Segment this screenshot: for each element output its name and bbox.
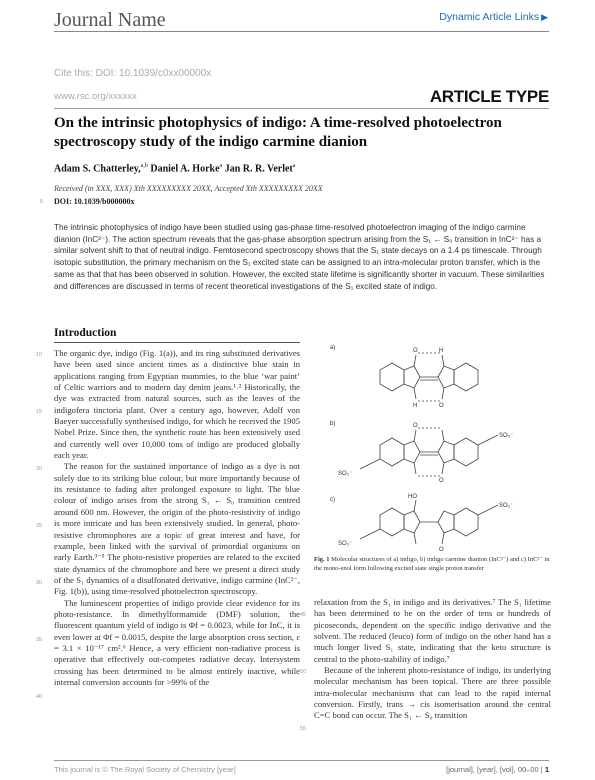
author-1-affil: a,b — [140, 163, 148, 169]
article-type: ARTICLE TYPE — [429, 87, 549, 106]
caption-label: Fig. 1 — [314, 556, 330, 563]
indigo-structure — [380, 353, 478, 401]
atom-h: H — [439, 348, 444, 354]
author-3: Jan R. R. Verlet — [224, 163, 293, 175]
intro-paragraph-1: The organic dye, indigo (Fig. 1(a)), and its ring substituted derivatives have been used since ancient times as a distinctive blue stain in applications ranging from Egyptian mummies, to the blue ‘war paint’ of Celtic warriors and to modern day denim jeans.¹˒² Historically, the dye was extracted from natural sources, such as the leaves of the indigofera tinctoria plant. Over a century ago, however, Adolf von Baeyer successfully synthesised indigo, for which he received the 1905 Nobel Prize. Since then, the synthetic route has been extensively used and currently well over 10,000 tons of indigo are produced globally each year. — [54, 348, 300, 461]
footer-journal: [journal], [year], [vol], 00–00 | 1 — [446, 765, 549, 774]
sulfonate-label: SO₃⁻ — [499, 503, 514, 509]
figure-label-c: c) — [330, 497, 335, 503]
intro-column-left — [54, 348, 300, 688]
indigo-carmine-structure — [360, 428, 498, 476]
line-number: 30 — [36, 580, 43, 586]
line-number: 35 — [36, 637, 43, 643]
col2-paragraph-1: relaxation from the S₁ in indigo and its derivatives.⁷ The S₁ lifetime has been determined to be on the order of tens or hundreds of picoseconds, dependent on the specific indigo derivative and the solvent. The reduced (leuco) form of indigo on the other hand has a much longer lived S₁ state, indicating that the keto structure is central to the photo-stability of indigo.⁷ — [314, 597, 551, 664]
line-number: 15 — [36, 409, 43, 415]
journal-name: Journal Name — [54, 9, 166, 31]
line-number: 25 — [36, 523, 43, 529]
author-2: Daniel A. Horke — [150, 163, 220, 175]
intro-heading: Introduction — [54, 327, 117, 339]
figure-caption — [314, 556, 551, 573]
author-1: Adam S. Chatterley, — [54, 163, 141, 175]
doi: DOI: 10.1039/b000000x — [54, 197, 135, 206]
play-arrow-icon: ▶ — [541, 12, 548, 22]
figure-label-b: b) — [330, 421, 336, 427]
footer-copyright: This journal is © The Royal Society of Chemistry [year] — [54, 765, 236, 774]
dynamic-article-links[interactable] — [439, 11, 548, 23]
atom-o: O — [439, 478, 444, 484]
website-link[interactable]: www.rsc.org/xxxxxx — [54, 91, 137, 102]
sulfonate-label: SO₃⁻ — [338, 471, 353, 477]
line-number-5: 5 — [40, 199, 44, 205]
line-number: 20 — [36, 466, 43, 472]
intro-column-right — [314, 597, 551, 722]
author-2-affil: a — [219, 163, 223, 169]
line-number: 50 — [300, 669, 307, 675]
abstract: The intrinsic photophysics of indigo have been studied using gas-phase time-resolved photoelectron imaging of the indigo carmine dianion (InC²⁻). The action spectrum reveals that the gas-phase absorption spectrum arising from the S₁ ← S₀ transition in InC²⁻ has a similar solvent shift to that of neutral indigo. Femtosecond spectroscopy shows that the S₁ state decays on a 1.4 ps timescale. Through isotopic substitution, the primary mechanism on the S₁ excited state can be assigned to an intra-molecular proton transfer, which is the same as that that has been observed in solution. However, the excited state lifetime is significantly shorter in vacuum. These similarities and differences are discussed in terms of recent theoretical investigations of the S₁ excited state of indigo. — [54, 223, 545, 291]
atom-o: O — [413, 423, 418, 429]
footer-rule — [54, 760, 549, 761]
line-number: 40 — [36, 694, 43, 700]
sulfonate-label: SO₃⁻ — [499, 433, 514, 439]
figure-label-a: a) — [330, 345, 336, 351]
caption-text: Molecular structures of a) indigo, b) indigo carmine dianion (InC²⁻) and c) InC²⁻ in the mono-enol form following excited state single proton transfer — [314, 556, 550, 572]
col2-paragraph-2: Because of the inherent photo-resistance of indigo, its underlying molecular mechanism has been topical. There are three possible intra-molecular mechanisms that can lead to the rapid internal conversion. Firstly, trans → cis isomerisation around the central C=C bond can occur. The S₁ ← S₀ transition — [314, 665, 551, 721]
atom-o: O — [439, 547, 444, 553]
header-rule — [54, 31, 549, 32]
figure-1-structures — [310, 335, 555, 553]
footer-citation: [journal], [year], [vol], 00–00 — [446, 765, 539, 774]
line-number: 55 — [300, 726, 307, 732]
cite-this: Cite this: DOI: 10.1039/c0xx00000x — [54, 68, 212, 79]
sulfonate-label: SO₃⁻ — [338, 541, 353, 547]
hydroxyl-label: HO — [408, 494, 417, 500]
atom-h: H — [413, 403, 418, 409]
intro-paragraph-2: The reason for the sustained importance of indigo as a dye is not solely due to its striking blue colour, but more importantly because of its resistance to fading after prolonged exposure to light. The blue colour of indigo arises from the strong S₁ ← S₀ transition centred around 600 nm. However, the origin of the photo-resistivity of indigo is more intricate and has been extensively studied. In general, photo-resistive chromophores are a topic of great interest and have, for example, been linked with the survival of primordial organisms on early Earth.³⁻⁵ The photo-resistive properties are related to the excited state dynamics of the chromophore and here we present a direct study of the S₁ dynamics of a disulfonated derivative, indigo carmine (InC²⁻, Fig. 1(b)), using time-resolved photoelectron spectroscopy. — [54, 461, 300, 597]
line-number: 10 — [36, 352, 43, 358]
title-rule — [54, 108, 549, 109]
author-list — [54, 163, 295, 174]
atom-o: O — [413, 348, 418, 354]
author-3-affil: a — [292, 163, 296, 169]
article-title: On the intrinsic photophysics of indigo: A time-resolved photoelectron spectroscopy study of the indigo carmine dianion — [54, 115, 502, 150]
intro-paragraph-3: The luminescent properties of indigo provide clear evidence for its photo-resistance. In dimethylformamide (DMF) solution, the fluorescent quantum yield of indigo is Φf = 0.0023, while for InC, it is even lower at Φf = 0.0015, despite the large absorption cross section, ε = 3.1 × 10⁻¹⁷ cm².⁶ Hence, a very efficient non-radiative process is operative that effectively out-competes radiative decay. Intersystem crossing has been determined to be almost entirely inactive, while internal conversion accounts for >99% of the — [54, 597, 300, 687]
intro-rule — [54, 342, 300, 343]
dynamic-links-label[interactable]: Dynamic Article Links — [439, 11, 540, 23]
received-dates: Received (in XXX, XXX) Xth XXXXXXXXX 20XX, Accepted Xth XXXXXXXXX 20XX — [54, 184, 323, 193]
page-number: 1 — [544, 765, 549, 774]
mono-enol-structure — [360, 500, 498, 544]
line-number: 45 — [300, 612, 307, 618]
atom-o: O — [439, 403, 444, 409]
